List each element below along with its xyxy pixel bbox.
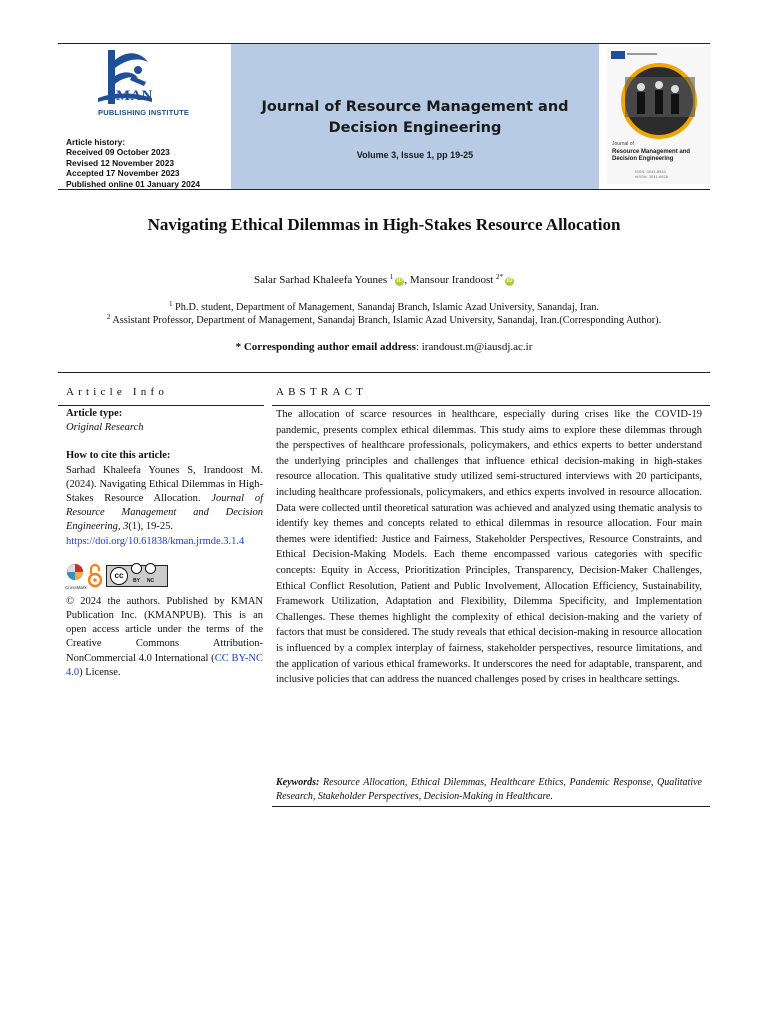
citation: [66, 464, 263, 535]
cover-issn: [635, 169, 668, 179]
info-head-rule-right: [272, 405, 710, 406]
affiliation: [0, 302, 768, 313]
license-badges: [66, 561, 263, 591]
history-label: Article history:: [66, 137, 126, 147]
affiliation-sup: 2: [106, 313, 111, 321]
by-symbol: [131, 563, 142, 588]
header-bottom-rule: [58, 189, 710, 190]
corresponding-email[interactable]: : irandoust.m@iausdj.ac.ir: [415, 341, 533, 353]
crossmark-icon[interactable]: [65, 563, 87, 590]
by-label: BY: [133, 578, 140, 585]
open-access-icon: [88, 563, 102, 589]
article-history: [66, 137, 200, 189]
info-head-rule-left: [58, 405, 264, 406]
citation-text: Sarhad Khaleefa Younes S, Irandoost M. (2024). Navigating Ethical Dilemmas in High-Stakes Resource Allocation.: [66, 464, 263, 505]
article-info-heading: Article Info: [66, 386, 169, 398]
citation-journal: Journal of Resource Management and Decision Engineering, 3: [66, 493, 263, 533]
journal-banner: [231, 44, 599, 189]
logo-wordmark: MAN: [116, 88, 153, 104]
orcid-icon[interactable]: iD: [396, 278, 403, 284]
crossmark-label: CrossMark: [65, 584, 87, 590]
cover-title: Resource Management and Decision Engineering: [612, 149, 691, 162]
journal-volume: Volume 3, Issue 1, pp 19-25: [356, 150, 474, 160]
license-link[interactable]: CC BY-NC 4.0: [66, 652, 264, 678]
keywords-label: Keywords:: [276, 777, 320, 788]
cover-issn-print: ISSN: 3041-8933: [635, 169, 666, 174]
abstract-heading: ABSTRACT: [276, 386, 368, 398]
cc-by-nc-icon[interactable]: [106, 565, 168, 587]
history-received: Received 09 October 2023: [66, 147, 170, 158]
cite-label: How to cite this article:: [66, 450, 171, 462]
author-name: Salar Sarhad Khaleefa Younes: [253, 274, 390, 286]
license-body: © 2024 the authors. Published by KMAN Publication Inc. (KMANPUB). This is an open access article under the terms of the Creative Commons Attribution-NonCommercial 4.0 International (: [66, 595, 263, 664]
abstract-body: [276, 407, 702, 688]
corresponding-label: * Corresponding author email address: [235, 341, 416, 353]
cover-art-icon: [607, 47, 711, 184]
affiliation-text: Assistant Professor, Department of Management, Sanandaj Branch, Islamic Azad University, Sanandaj, Iran.(Corresponding Author).: [110, 315, 662, 326]
logo-subtitle: PUBLISHING INSTITUTE: [98, 108, 190, 117]
keywords-list: Resource Allocation, Ethical Dilemmas, Healthcare Ethics, Pandemic Response, Qualitative Research, Stakeholder Perspectives, Decision-Making in Healthcare.: [276, 777, 702, 802]
article-info-column: [66, 407, 263, 680]
author-list: [0, 274, 768, 286]
affiliation: [0, 315, 768, 326]
history-accepted: Accepted 17 November 2023: [66, 168, 180, 179]
info-top-rule: [58, 372, 710, 373]
journal-title-line1: Journal of Resource Management and: [261, 99, 569, 115]
license-text: [66, 595, 263, 680]
affiliation-text: Ph.D. student, Department of Management, Sanandaj Branch, Islamic Azad University, Sanandaj, Iran.: [172, 302, 600, 313]
corresponding-author: [0, 341, 768, 353]
abstract-bottom-rule: [272, 806, 710, 807]
journal-title: [231, 97, 599, 139]
cc-symbol: cc: [110, 567, 128, 585]
nc-label: NC: [146, 578, 155, 585]
license-end: ) License.: [79, 666, 121, 678]
doi-link[interactable]: https://doi.org/10.61838/kman.jrmde.3.1.4: [66, 535, 245, 547]
keywords: [276, 776, 702, 803]
journal-title-line2: Decision Engineering: [328, 120, 502, 136]
publisher-logo: [62, 44, 230, 136]
orcid-icon[interactable]: iD: [506, 278, 513, 284]
affiliation-sup: 1: [168, 300, 173, 308]
author-name: , Mansour Irandoost: [404, 274, 497, 286]
cover-issn-online: eISSN: 3041-8926: [635, 174, 668, 179]
journal-cover-thumbnail: [607, 47, 711, 184]
author-sup: 2*: [496, 273, 504, 281]
nc-symbol: [145, 563, 156, 588]
abstract-text: The allocation of scarce resources in healthcare, especially during crises like the COVID-19 pandemic, presents complex ethical dilemmas. This study aims to explore these dilemmas through the perspectives of healthcare professionals, policymakers, and ethics experts to better understand the underlying principles and challenges that influence ethical decision-making in high-stakes resource allocation. This qualitative study utilized semi-structured interviews with 20 participants, including healthcare professionals, policymakers, and ethics experts involved in resource allocation. Data were collected until theoretical saturation was achieved and analyzed using thematic analysis to identify key themes and concepts related to ethical dilemmas in resource allocation. Four main themes were identified: Justice and Fairness, Stakeholder Perspectives, Resource Constraints, and Ethical Decision-Making Models. Each theme encompassed various categories with specific concepts: Equity in Access, Prioritization Principles, Transparency, Decision-Maker Challenges, Ethical Conflict Resolution, Patient and Public Involvement, Allocation Efficiency, Sustainability, Framework Utilization, Adaptation and Flexibility, Dilemma Specificity, and Implementation Challenges. These themes highlight the complexity of ethical decision-making and the variety of factors that must be considered. The study reveals that ethical decision-making in resource allocation is influenced by a complex interplay of fairness, stakeholder perspectives, resource limitations, and the application of various ethical frameworks. It underscores the need for adaptable, transparent, and inclusive policies that can address the nuanced challenges posed by crises in healthcare settings.: [276, 409, 702, 686]
author-sup: 1: [389, 273, 394, 281]
article-type-label: Article type:: [66, 408, 123, 419]
history-published: Published online 01 January 2024: [66, 178, 201, 189]
citation-pages: (1), 19-25.: [128, 521, 174, 533]
article-type-value: Original Research: [66, 422, 144, 434]
paper-title: Navigating Ethical Dilemmas in High-Stakes Resource Allocation: [147, 215, 621, 234]
cover-journal-of: Journal of: [612, 141, 634, 147]
history-revised: Revised 12 November 2023: [66, 157, 175, 168]
